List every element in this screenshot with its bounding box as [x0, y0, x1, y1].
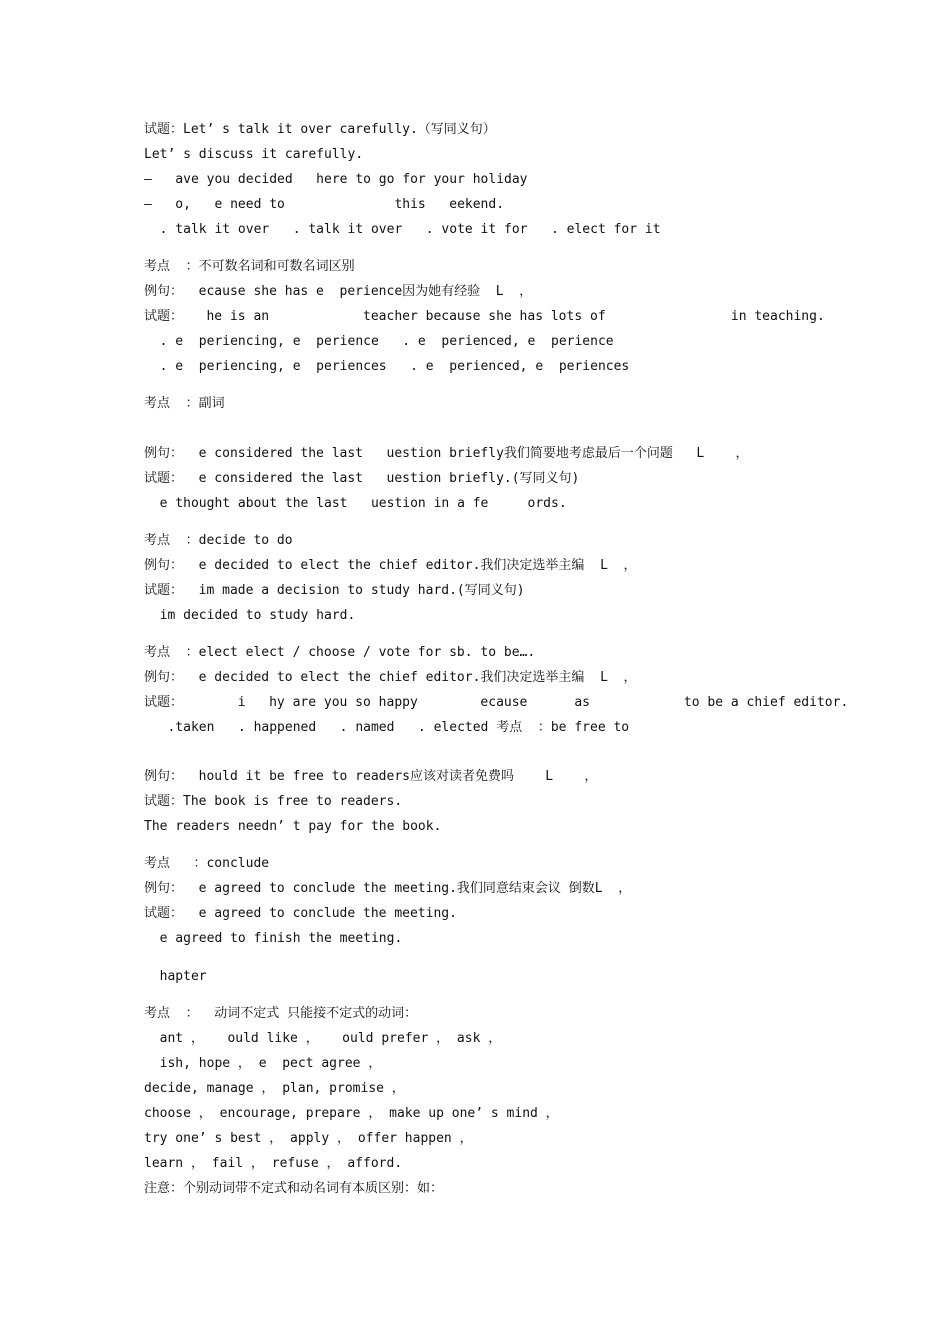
text-line: 试题： im made a decision to study hard.(写同义句): [144, 583, 525, 598]
text-line: 例句： e decided to elect the chief editor.我们决定选举主编 L ，: [144, 558, 637, 573]
text-line: im decided to study hard.: [144, 608, 356, 623]
text-line: e thought about the last uestion in a fe ords.: [144, 496, 567, 511]
section-heading: 考点 ：decide to do: [144, 533, 293, 548]
text-line: 例句： hould it be free to readers应该对读者免费吗 L ，: [144, 769, 598, 784]
chapter-heading: hapter: [144, 969, 207, 984]
section-heading: 考点 ：elect elect / choose / vote for sb. to be….: [144, 645, 536, 660]
note-line: 注意：个别动词带不定式和动名词有本质区别：如：: [144, 1181, 444, 1196]
section-heading: 考点 ：conclude: [144, 856, 270, 871]
answer-options: . talk it over . talk it over . vote it for . elect for it: [144, 222, 661, 237]
answer-options: . e periencing, e perience . e perienced, e perience: [144, 334, 614, 349]
section-heading: 考点 ： 动词不定式 只能接不定式的动词：: [144, 1006, 418, 1021]
text-line: ish, hope ， e pect agree ，: [144, 1056, 382, 1071]
text-line: e agreed to finish the meeting.: [144, 931, 403, 946]
text-line: – o, e need to this eekend.: [144, 197, 505, 212]
text-line: 试题： he is an teacher because she has lots of in teaching.: [144, 309, 825, 324]
text-line: 试题： i hy are you so happy ecause as to be a chief editor.: [144, 695, 849, 710]
text-line: ant ， ould like ， ould prefer ， ask ，: [144, 1031, 502, 1046]
text-line: 试题： e agreed to conclude the meeting.: [144, 906, 457, 921]
text-line: 例句： e decided to elect the chief editor.我们决定选举主编 L ，: [144, 670, 637, 685]
text-line: choose ， encourage, prepare ， make up one’ s mind ，: [144, 1106, 559, 1121]
text-line: The readers needn’ t pay for the book.: [144, 819, 442, 834]
text-line: 例句： e agreed to conclude the meeting.我们同意结束会议 倒数L ，: [144, 881, 632, 896]
section-heading: 考点 ：不可数名词和可数名词区别: [144, 259, 355, 274]
text-line: learn ， fail ， refuse ， afford.: [144, 1156, 403, 1171]
text-line: try one’ s best ， apply ， offer happen ，: [144, 1131, 473, 1146]
text-line: 试题： e considered the last uestion briefly.(写同义句): [144, 471, 580, 486]
text-line: decide, manage ， plan, promise ，: [144, 1081, 405, 1096]
text-line: 试题：The book is free to readers.: [144, 794, 403, 809]
answer-options: . e periencing, e periences . e perienced, e periences: [144, 359, 630, 374]
answer-options: .taken . happened . named . elected 考点 ：be free to: [144, 720, 630, 735]
text-line: 例句： e considered the last uestion briefly我们简要地考虑最后一个问题 L ，: [144, 446, 749, 461]
text-line: Let’ s discuss it carefully.: [144, 147, 364, 162]
text-line: – ave you decided here to go for your holiday: [144, 172, 528, 187]
text-line: 例句： ecause she has e perience因为她有经验 L ，: [144, 284, 533, 299]
section-heading: 考点 ：副词: [144, 396, 225, 411]
text-line: 试题：Let’ s talk it over carefully.（写同义句）: [144, 122, 496, 137]
